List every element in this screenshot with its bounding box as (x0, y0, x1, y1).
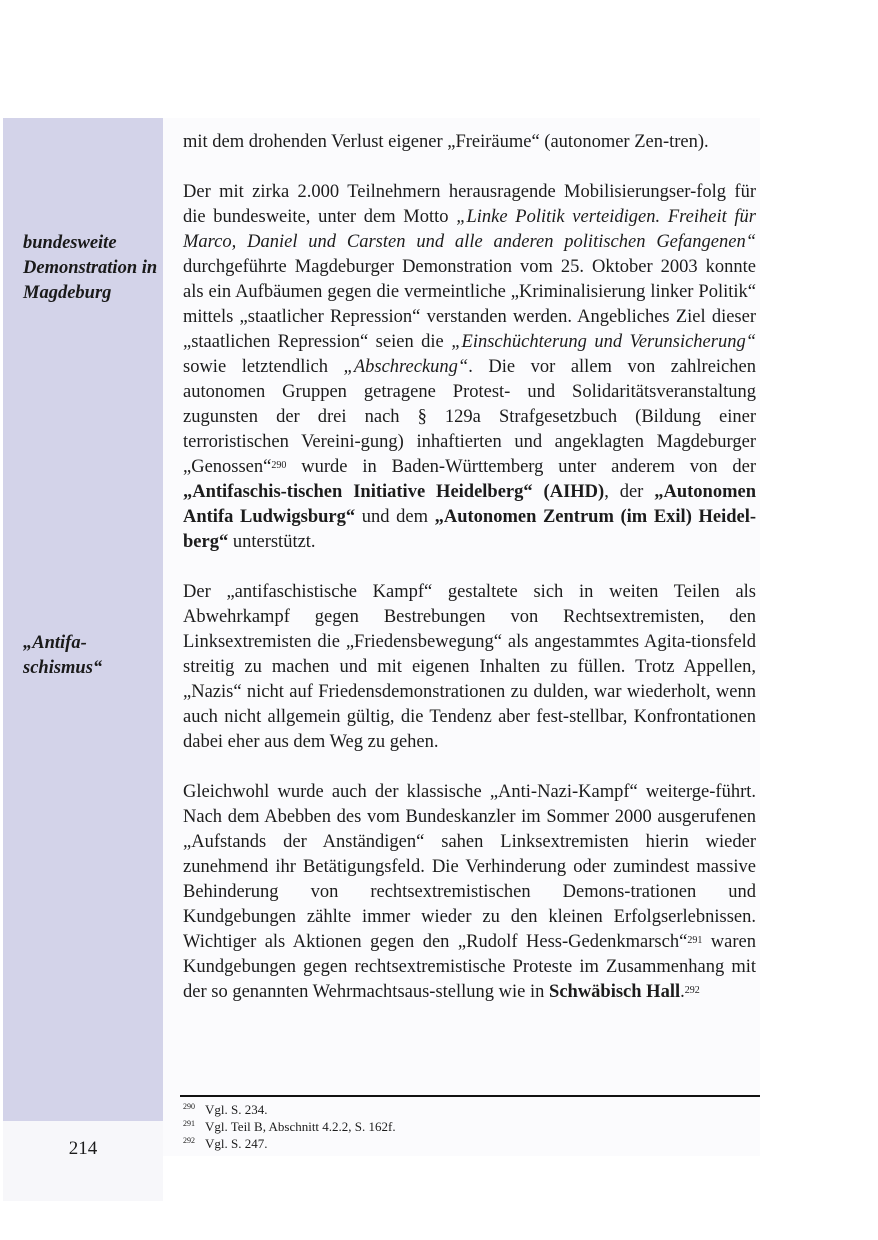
margin-note-demonstration: bundesweite Demonstration in Magdeburg (23, 233, 158, 303)
footnote-ref-291[interactable]: 291 (687, 935, 703, 946)
paragraph-2: Der mit zirka 2.000 Teilnehmern herausragende Mobilisierungser-folg für die bundesweite, unter dem Motto „Linke Politik verteidigen. Freiheit für Marco, Daniel und Carsten und alle anderen politischen Gefangenen“ durchgeführte Magdeburger Demonstration vom 25. Oktober 2003 konnte als ein Aufbäumen gegen die vermeintliche „Kriminalisierung linker Politik“ mittels „staatlicher Repression“ verstanden werden. Angebliches Ziel dieser „staatlichen Repression“ seien die „Einschüchterung und Verunsicherung“ sowie letztendlich „Abschreckung“. Die vor allem von zahlreichen autonomen Gruppen getragene Protest- und Solidaritätsveranstaltung zugunsten der drei nach § 129a Strafgesetzbuch (Bildung einer terroristischen Vereini-gung) inhaftierten und angeklagten Magdeburger „Genossen“$^{290}$ wurde in Baden-Württemberg unter anderem von der „Antifaschis-tischen Initiative Heidelberg“ (AIHD), der „Autonomen Antifa Ludwigsburg“ und dem „Autonomen Zentrum (im Exil) Heidel-berg“ unterstützt. (183, 182, 757, 552)
footnote-divider (180, 1095, 760, 1097)
margin-note-antifaschismus: „Antifa-schismus“ (23, 633, 103, 678)
paragraph-3: Der „antifaschistische Kampf“ gestaltete sich in weiten Teilen als Abwehrkampf gegen Bestrebungen von Rechtsextremisten, den Linksextremisten die „Friedensbewegung“ als angestammtes Agita-tionsfeld streitig zu machen und mit eigenen Inhalten zu füllen. Trotz Appellen, „Nazis“ nicht auf Friedensdemonstrationen zu dulden, war wiederholt, wenn auch nicht allgemein gültig, die Tendenz aber fest-stellbar, Konfrontationen dabei eher aus dem Weg zu gehen. (183, 582, 756, 752)
body-text (183, 130, 756, 1005)
paragraph-1: mit dem drohenden Verlust eigener „Freiräume“ (autonomer Zen-tren). (183, 132, 709, 152)
page-number: 214 (68, 1138, 98, 1159)
paragraph-4: Gleichwohl wurde auch der klassische „Anti-Nazi-Kampf“ weiterge-führt. Nach dem Abebben des vom Bundeskanzler im Sommer 2000 ausgerufenen „Aufstands der Anständigen“ sahen Linksextremisten hierin wieder zunehmend ihr Betätigungsfeld. Die Verhinderung oder zumindest massive Behinderung von rechtsextremistischen Demons-trationen und Kundgebungen zählte immer wieder zu den kleinen Erfolgserlebnissen. Wichtiger als Aktionen gegen den „Rudolf Hess-Gedenkmarsch“$^{291}$ waren Kundgebungen gegen rechtsextremistische Proteste im Zusammenhang mit der so genannten Wehrmachtsaus-stellung wie in Schwäbisch Hall.$^{292}$ (183, 782, 756, 1002)
footnote-ref-290[interactable]: 290 (271, 460, 287, 471)
footnotes (183, 1101, 753, 1152)
footnote-ref-292[interactable]: 292 (684, 985, 700, 996)
footnote-291: 291 Vgl. Teil B, Abschnitt 4.2.2, S. 162f. (183, 1119, 396, 1134)
footnote-290: 290 Vgl. S. 234. (183, 1102, 268, 1117)
margin-column-footer (3, 1121, 163, 1201)
footnote-292: 292 Vgl. S. 247. (183, 1136, 268, 1151)
